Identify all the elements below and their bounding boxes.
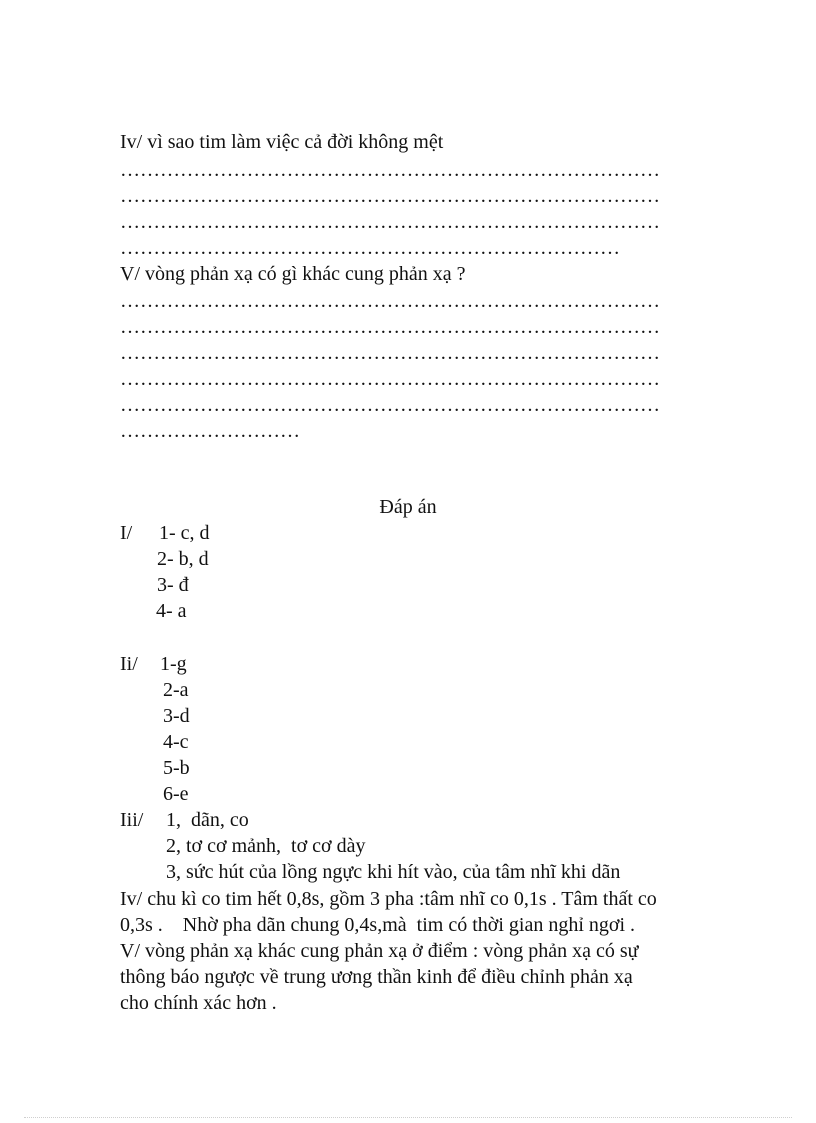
- section-2-item: 1-g: [160, 653, 187, 675]
- answer-4-line: 0,3s . Nhờ pha dãn chung 0,4s,mà tim có thời gian nghỉ ngơi .: [120, 914, 636, 936]
- section-1-item: 3- đ: [157, 574, 189, 596]
- answer-dot-line: ………………………………………………………………………: [120, 368, 660, 390]
- section-1-item: 2- b, d: [157, 548, 209, 570]
- answer-dot-line: ………………………………………………………………………: [120, 394, 660, 416]
- question-5-title: V/ vòng phản xạ có gì khác cung phản xạ ?: [120, 263, 466, 285]
- section-3-item: 1, dãn, co: [166, 809, 249, 831]
- answer-dot-line: ………………………: [120, 420, 300, 442]
- question-4-title: Iv/ vì sao tim làm việc cả đời không mệt: [120, 131, 444, 153]
- answer-dot-line: ………………………………………………………………………: [120, 316, 660, 338]
- answer-5-line: V/ vòng phản xạ khác cung phản xạ ở điểm : vòng phản xạ có sự: [120, 940, 639, 962]
- answer-key-heading: Đáp án: [379, 496, 437, 518]
- section-1-label: I/: [120, 522, 133, 544]
- section-3-label: Iii/: [120, 809, 144, 831]
- answer-dot-line: ………………………………………………………………………: [120, 159, 660, 181]
- section-3-item: 3, sức hút của lồng ngực khi hít vào, của tâm nhĩ khi dãn: [166, 861, 621, 883]
- section-1-item: 4- a: [156, 600, 187, 622]
- section-2-item: 3-d: [163, 705, 190, 727]
- section-2-label: Ii/: [120, 653, 138, 675]
- section-2-item: 2-a: [163, 679, 189, 701]
- section-2-item: 4-c: [163, 731, 189, 753]
- section-3-item: 2, tơ cơ mảnh, tơ cơ dày: [166, 835, 366, 857]
- answer-dot-line: …………………………………………………………………: [120, 237, 620, 259]
- section-2-item: 6-e: [163, 783, 189, 805]
- answer-dot-line: ………………………………………………………………………: [120, 211, 660, 233]
- answer-dot-line: ………………………………………………………………………: [120, 342, 660, 364]
- answer-dot-line: ………………………………………………………………………: [120, 290, 660, 312]
- answer-5-line: cho chính xác hơn .: [120, 992, 277, 1014]
- section-2-item: 5-b: [163, 757, 190, 779]
- answer-5-line: thông báo ngược về trung ương thần kinh để điều chỉnh phản xạ: [120, 966, 633, 988]
- page-bottom-divider: [24, 1117, 792, 1118]
- answer-4-line: Iv/ chu kì co tim hết 0,8s, gồm 3 pha :tâm nhĩ co 0,1s . Tâm thất co: [120, 888, 657, 910]
- section-1-item: 1- c, d: [159, 522, 210, 544]
- answer-dot-line: ………………………………………………………………………: [120, 185, 660, 207]
